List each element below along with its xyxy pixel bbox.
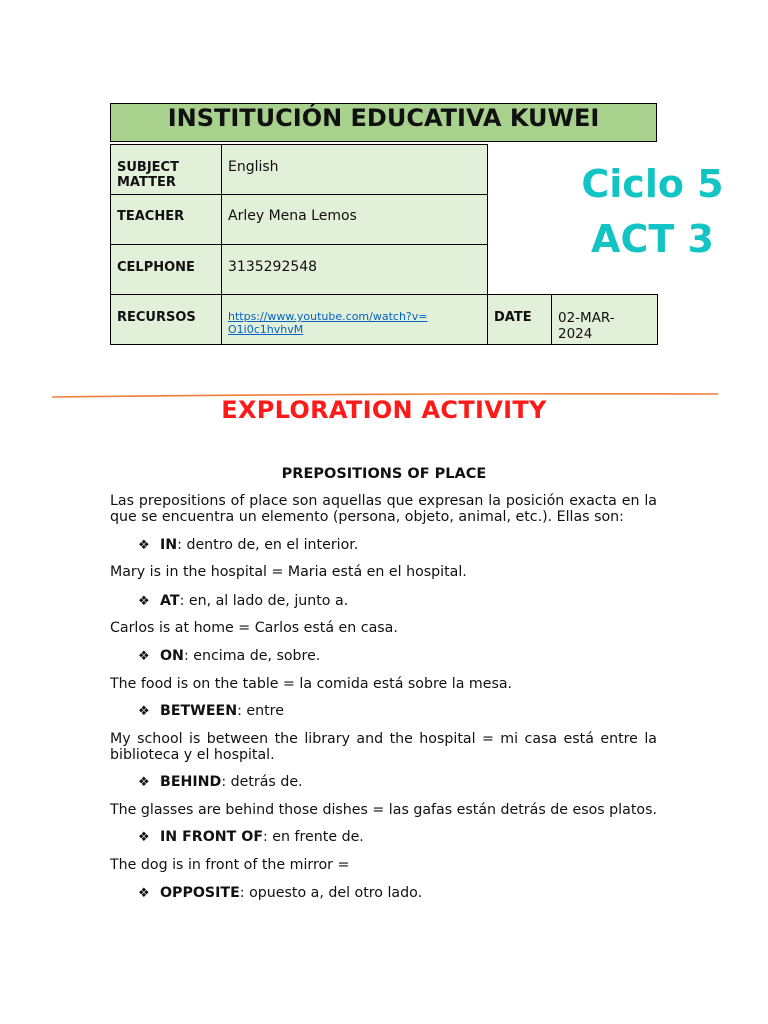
institution-title: INSTITUCIÓN EDUCATIVA KUWEI [167, 104, 600, 132]
bullet-diamond-icon: ❖ [138, 886, 150, 901]
youtube-link[interactable]: https://www.youtube.com/watch?v=O1i0c1hvhvM [228, 310, 428, 336]
preposition-meaning: : encima de, sobre. [183, 648, 321, 664]
subject-label: SUBJECT MATTER [117, 160, 179, 190]
teacher-value: Arley Mena Lemos [228, 208, 357, 224]
date-value-cell [551, 294, 658, 345]
preposition-meaning: : dentro de, en el interior. [177, 537, 359, 553]
subject-value-cell [221, 144, 488, 195]
preposition-term: ON [160, 648, 184, 664]
bullet-diamond-icon: ❖ [138, 594, 150, 609]
celphone-value: 3135292548 [228, 259, 318, 275]
preposition-term: OPPOSITE [160, 885, 240, 901]
preposition-meaning: : en frente de. [263, 829, 364, 845]
ciclo-label: Ciclo 5 [581, 162, 724, 206]
teacher-label-cell [110, 194, 222, 245]
preposition-meaning: : detrás de. [221, 774, 303, 790]
preposition-meaning: : en, al lado de, junto a. [179, 593, 349, 609]
subject-value: English [228, 159, 279, 175]
institution-title-box [110, 103, 657, 142]
list-item [138, 648, 320, 665]
celphone-label-cell [110, 244, 222, 295]
resources-label: RECURSOS [117, 310, 196, 325]
example-sentence: Mary is in the hospital = Maria está en el hospital. [110, 564, 467, 580]
bullet-diamond-icon: ❖ [138, 775, 150, 790]
bullet-diamond-icon: ❖ [138, 649, 150, 664]
teacher-label: TEACHER [117, 209, 185, 224]
bullet-diamond-icon: ❖ [138, 538, 150, 553]
list-item [138, 703, 284, 720]
preposition-term: BETWEEN [160, 703, 238, 719]
list-item [138, 774, 303, 791]
section-title: PREPOSITIONS OF PLACE [281, 466, 487, 482]
bullet-diamond-icon: ❖ [138, 830, 150, 845]
list-item [138, 885, 422, 902]
example-sentence: The food is on the table = la comida está sobre la mesa. [110, 676, 513, 692]
activity-title: EXPLORATION ACTIVITY [221, 396, 547, 424]
list-item [138, 593, 348, 610]
list-item [138, 537, 358, 554]
example-sentence: The glasses are behind those dishes = las gafas están detrás de esos platos. [110, 802, 657, 818]
example-sentence: My school is between the library and the hospital = mi casa está entre la biblioteca y el hospital. [110, 731, 657, 763]
preposition-meaning: : opuesto a, del otro lado. [239, 885, 423, 901]
list-item [138, 829, 364, 846]
preposition-meaning: : entre [237, 703, 284, 719]
celphone-label: CELPHONE [117, 260, 195, 275]
example-sentence: Carlos is at home = Carlos está en casa. [110, 620, 398, 636]
celphone-value-cell [221, 244, 488, 295]
example-sentence: The dog is in front of the mirror = [110, 857, 350, 873]
preposition-term: IN FRONT OF [160, 829, 264, 845]
preposition-term: IN [160, 537, 178, 553]
date-label-cell [487, 294, 552, 345]
act-label: ACT 3 [591, 217, 714, 261]
resources-label-cell [110, 294, 222, 345]
date-value: 02-MAR-2024 [558, 310, 615, 342]
preposition-term: BEHIND [160, 774, 222, 790]
resources-value-cell [221, 294, 488, 345]
preposition-term: AT [160, 593, 180, 609]
date-label: DATE [494, 310, 532, 325]
subject-label-cell [110, 144, 222, 195]
bullet-diamond-icon: ❖ [138, 704, 150, 719]
teacher-value-cell [221, 194, 488, 245]
intro-paragraph: Las prepositions of place son aquellas que expresan la posición exacta en la que se encuentra un elemento (persona, objeto, animal, etc.). Ellas son: [110, 493, 657, 525]
